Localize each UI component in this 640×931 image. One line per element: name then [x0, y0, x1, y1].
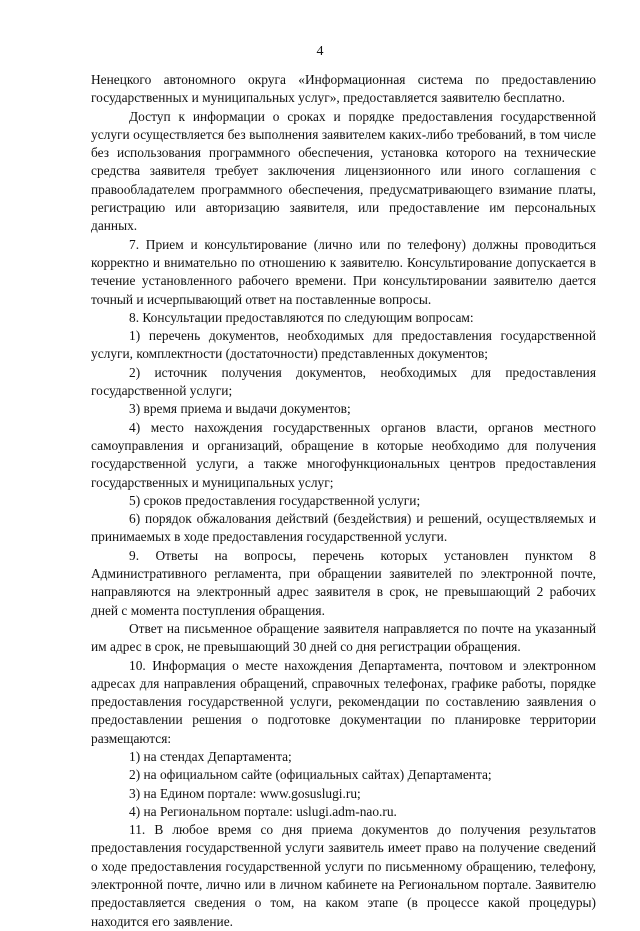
list-item-8-4: 4) место нахождения государственных органов власти, органов местного самоуправления и организаций, обращение в которые необходимо для получения государственной услуги, а также многофункциональных центров предоставления государственных и муниципальных услуг;: [91, 419, 596, 490]
list-item-10-2: 2) на официальном сайте (официальных сайтах) Департамента;: [129, 767, 492, 783]
list-item-10-3: 3) на Едином портале: www.gosuslugi.ru;: [129, 785, 361, 801]
paragraph-access-info: Доступ к информации о сроках и порядке предоставления государственной услуги осуществляется без выполнения заявителем каких-либо требований, в том числе без использования программного обеспечения, установка которого на технические средства заявителя требует заключения лицензионного или иного соглашения с правообладателем программного обеспечения, предусматривающего взимание платы, регистрацию или авторизацию заявителя, или предоставление им персональных данных.: [91, 108, 596, 234]
page-number: 4: [316, 44, 324, 59]
list-item-10-1: 1) на стендах Департамента;: [129, 748, 292, 764]
paragraph-item-10: 10. Информация о месте нахождения Департамента, почтовом и электронном адресах для направления обращений, справочных телефонах, графике работы, порядке предоставления государственной услуги, рекомендации по составлению заявления о предоставлении решения о подготовке документации по планировке территории размещаются:: [91, 657, 596, 746]
paragraph-written-response: Ответ на письменное обращение заявителя направляется по почте на указанный им адрес в срок, не превышающий 30 дней со дня регистрации обращения.: [91, 620, 596, 655]
list-item-8-5: 5) сроков предоставления государственной услуги;: [129, 492, 421, 508]
paragraph-item-11: 11. В любое время со дня приема документов до получения результатов предоставления государственной услуги заявитель имеет право на получение сведений о ходе предоставления государственной услуги по письменному обращению, телефону, электронной почте, лично или в личном кабинете на Региональном портале. Заявителю предоставляется сведения о том, на каком этапе (в процессе какой процедуры) находится его заявление.: [91, 822, 596, 929]
document-body: [91, 71, 596, 931]
paragraph-continuation: Ненецкого автономного округа «Информационная система по предоставлению государственных и муниципальных услуг», предоставляется заявителю бесплатно.: [91, 72, 596, 106]
paragraph-item-7: 7. Прием и консультирование (лично или по телефону) должны проводиться корректно и внимательно по отношению к заявителю. Консультирование допускается в течение установленного рабочего времени. При консультировании заявителю дается точный и исчерпывающий ответ на поставленные вопросы.: [91, 236, 596, 307]
list-item-8-2: 2) источник получения документов, необходимых для предоставления государственной услуги;: [91, 364, 596, 399]
list-item-8-1: 1) перечень документов, необходимых для предоставления государственной услуги, комплектности (достаточности) представленных документов;: [91, 328, 596, 362]
list-item-8-6: 6) порядок обжалования действий (бездействия) и решений, осуществляемых и принимаемых в ходе предоставления государственной услуги.: [91, 511, 596, 545]
paragraph-item-8: 8. Консультации предоставляются по следующим вопросам:: [129, 309, 474, 325]
list-item-8-3: 3) время приема и выдачи документов;: [129, 401, 351, 417]
list-item-10-4: 4) на Региональном портале: uslugi.adm-nao.ru.: [129, 803, 397, 819]
paragraph-item-9: 9. Ответы на вопросы, перечень которых установлен пунктом 8 Административного регламента, при обращении заявителей по электронной почте, направляются на электронный адрес заявителя в срок, не превышающий 2 рабочих дней с момента поступления обращения.: [91, 547, 596, 618]
